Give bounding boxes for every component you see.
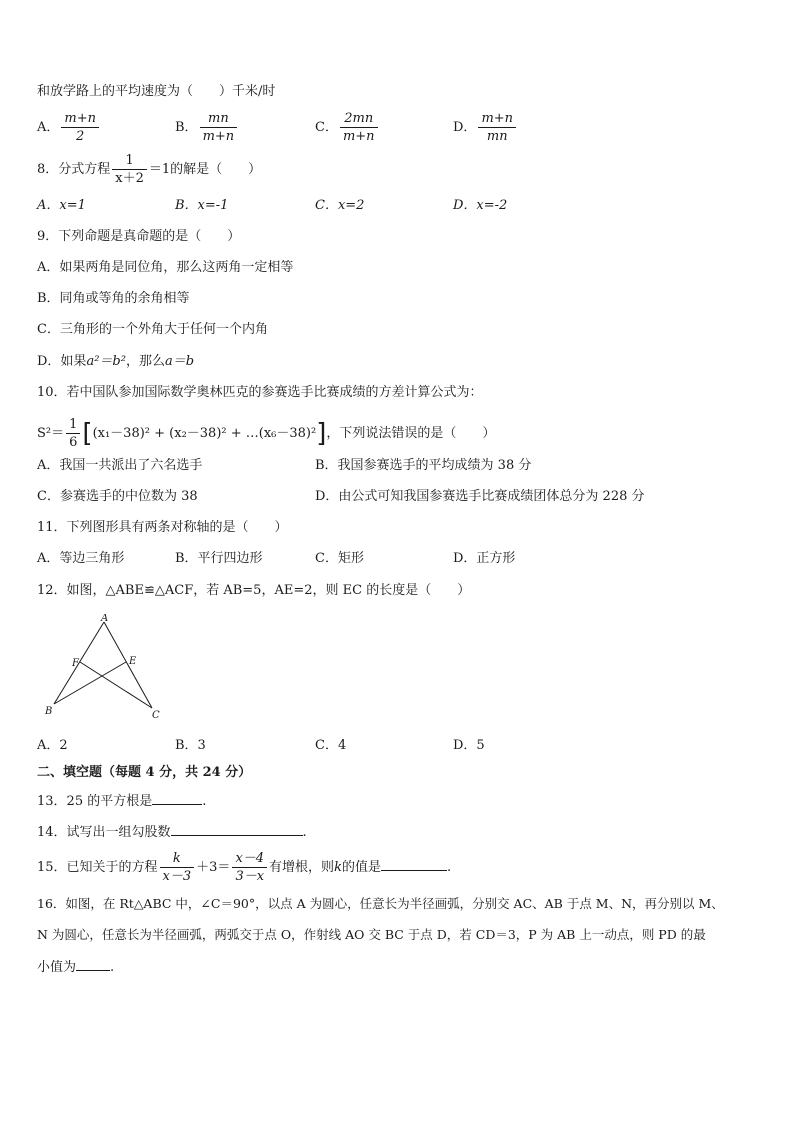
segment-ac: [104, 622, 152, 708]
q10-option-b[interactable]: B．我国参赛选手的平均成绩为 38 分: [315, 458, 532, 473]
fraction: $\frac{k}{x-3}$: [160, 850, 195, 885]
q8-option-a[interactable]: A．x=1: [37, 198, 86, 213]
q9-stem: 9．下列命题是真命题的是（ ）: [37, 229, 241, 244]
q12-option-a[interactable]: A．2: [37, 738, 68, 753]
q8-stem: 8．分式方程 $\frac{1}{x+2}$ ＝1的解是（ ）: [37, 153, 262, 186]
q12-option-b[interactable]: B．3: [175, 738, 206, 753]
q10-formula: S²＝ $\frac{1}{6}$ [(x₁－38)² + (x₂－38)² + …(x₆－38)²]，下列说法错误的是（ ）: [37, 417, 496, 450]
q10-option-a[interactable]: A．我国一共派出了六名选手: [37, 458, 203, 473]
q7-stem-tail: 和放学路上的平均速度为（ ）千米/时: [37, 84, 276, 99]
fraction: $\frac{2mn}{m+n}$: [340, 110, 378, 145]
segment-fc: [80, 662, 152, 708]
q14: 14．试写出一组勾股数 .: [37, 821, 307, 843]
triangle-figure: [40, 614, 170, 724]
q7-option-d[interactable]: [453, 110, 518, 145]
q16-line2: N 为圆心，任意长为半径画弧，两弧交于点 O，作射线 AO 交 BC 于点 D，若 CD＝3，P 为 AB 上一动点，则 PD 的最: [37, 927, 706, 942]
fraction: $\frac{1}{6}$: [66, 416, 80, 451]
q10-option-d[interactable]: D．由公式可知我国参赛选手比赛成绩团体总分为 228 分: [315, 489, 645, 504]
fraction: $\frac{1}{x+2}$: [112, 152, 147, 187]
q8-option-c[interactable]: C．x=2: [315, 198, 365, 213]
fraction: $\frac{m+n}{mn}$: [478, 110, 516, 145]
q16-line3: 小值为 .: [37, 956, 114, 978]
q12-option-d[interactable]: D．5: [453, 738, 485, 753]
q7-option-c[interactable]: [315, 110, 380, 145]
q9-option-a[interactable]: A．如果两角是同位角，那么这两角一定相等: [37, 260, 294, 275]
q11-option-a[interactable]: A．等边三角形: [37, 551, 125, 566]
segment-ab: [54, 622, 104, 704]
q7-option-b[interactable]: [175, 110, 239, 145]
q13: 13．25 的平方根是 .: [37, 790, 206, 812]
q10-stem: 10．若中国队参加国际数学奥林匹克的参赛选手比赛成绩的方差计算公式为：: [37, 385, 483, 400]
q11-stem: 11．下列图形具有两条对称轴的是（ ）: [37, 520, 288, 535]
label-e: E: [129, 656, 137, 667]
q11-option-b[interactable]: B．平行四边形: [175, 551, 263, 566]
q12-stem: 12．如图，△ABE≌△ACF，若 AB=5，AE=2，则 EC 的长度是（ ）: [37, 583, 471, 598]
label-c: C: [152, 710, 160, 721]
answer-blank[interactable]: [381, 856, 447, 871]
option-label: A．: [37, 120, 60, 135]
q9-option-c[interactable]: C．三角形的一个外角大于任何一个内角: [37, 322, 268, 337]
q7-option-a[interactable]: [37, 110, 101, 145]
q8-option-d[interactable]: D．x=-2: [453, 198, 508, 213]
answer-blank[interactable]: [76, 956, 110, 971]
label-a: A: [101, 614, 109, 624]
q9-option-b[interactable]: B．同角或等角的余角相等: [37, 291, 190, 306]
q9-option-d[interactable]: D．如果a²＝b²，那么a＝b: [37, 354, 195, 369]
option-label: C．: [315, 120, 338, 135]
q15: 15．已知关于的方程 $\frac{k}{x-3}$ ＋3＝ $\frac{x-4}{3-x}$ 有增根，则k的值是 .: [37, 851, 452, 884]
option-label: B．: [175, 120, 198, 135]
label-b: B: [45, 706, 53, 717]
q11-option-d[interactable]: D．正方形: [453, 551, 516, 566]
fraction: $\frac{mn}{m+n}$: [200, 110, 238, 145]
option-label: D．: [453, 120, 477, 135]
q10-option-c[interactable]: C．参赛选手的中位数为 38: [37, 489, 198, 504]
q8-option-b[interactable]: B．x=-1: [175, 198, 229, 213]
answer-blank[interactable]: [171, 821, 303, 836]
q11-option-c[interactable]: C．矩形: [315, 551, 364, 566]
q12-option-c[interactable]: C．4: [315, 738, 347, 753]
label-f: F: [72, 658, 79, 669]
fraction: $\frac{x-4}{3-x}$: [232, 850, 267, 885]
answer-blank[interactable]: [152, 790, 202, 805]
fraction: $\frac{m+n}{2}$: [61, 110, 99, 145]
section-title: 二、填空题（每题 4 分，共 24 分）: [37, 765, 252, 780]
q16-line1: 16．如图，在 Rt△ABC 中，∠C＝90°，以点 A 为圆心，任意长为半径画弧，分别交 AC、AB 于点 M、N，再分别以 M、: [37, 896, 724, 911]
